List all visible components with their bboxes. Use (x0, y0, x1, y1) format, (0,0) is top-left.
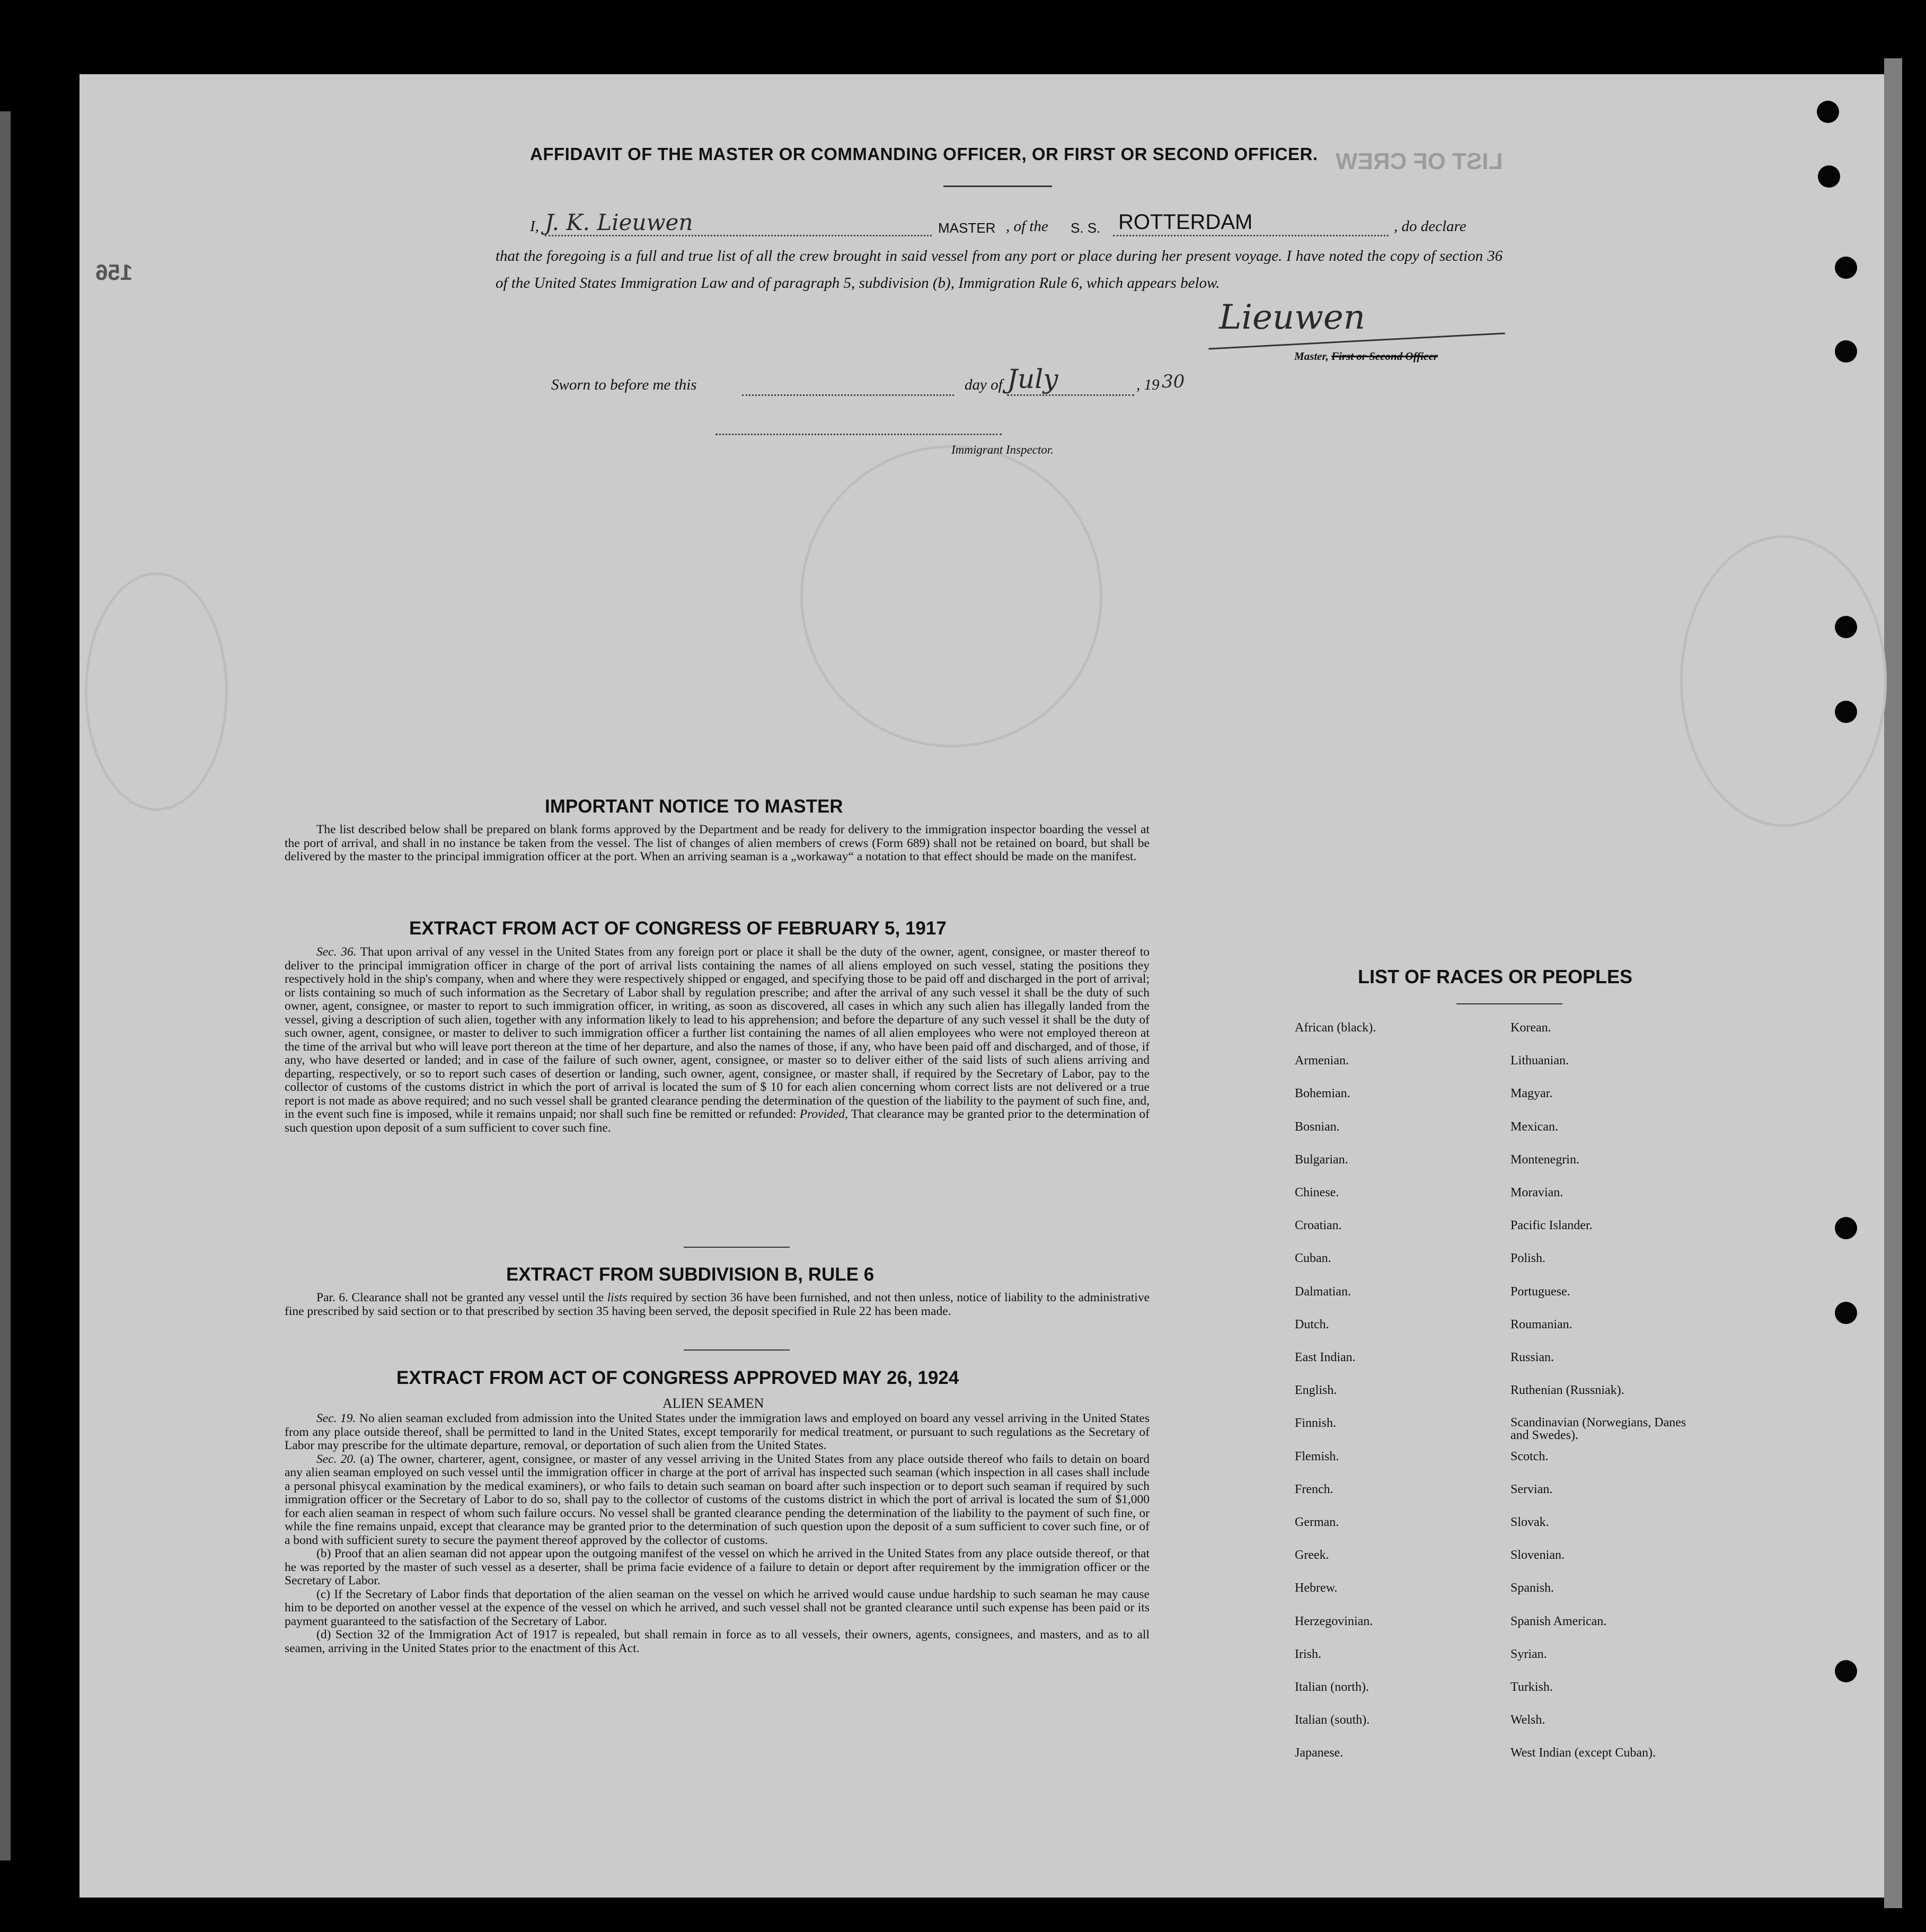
race-item: Pacific Islander. (1510, 1219, 1593, 1233)
race-item: Finnish. (1295, 1416, 1337, 1431)
race-item: Slovak. (1510, 1515, 1549, 1529)
race-item: German. (1295, 1515, 1339, 1529)
binder-hole (1835, 1217, 1857, 1239)
signature-title-master: Master, (1294, 350, 1329, 363)
binder-hole (1835, 257, 1857, 279)
master-name: J. K. Lieuwen (545, 209, 693, 235)
previous-page-edge (0, 111, 11, 1860)
race-item: Portuguese. (1510, 1284, 1570, 1299)
name-blank (545, 235, 932, 236)
divider (684, 1247, 790, 1248)
year-prefix: , 19 (1136, 376, 1160, 393)
binder-hole (1818, 165, 1840, 188)
race-item: Syrian. (1510, 1647, 1547, 1661)
inspector-signature-blank (715, 434, 1002, 435)
vessel-name: ROTTERDAM (1118, 210, 1253, 234)
race-item: Croatian. (1295, 1219, 1342, 1233)
binder-hole (1835, 1302, 1857, 1324)
year-suffix: 30 (1162, 371, 1185, 392)
race-item: Bulgarian. (1295, 1152, 1348, 1167)
day-of: day of (965, 376, 1003, 393)
race-item: Chinese. (1295, 1186, 1339, 1199)
rule6-title: EXTRACT FROM SUBDIVISION B, RULE 6 (506, 1264, 874, 1285)
race-item: Greek. (1295, 1548, 1329, 1563)
race-item: Flemish. (1295, 1449, 1339, 1463)
inspector-label: Immigrant Inspector. (951, 443, 1054, 456)
race-item: Spanish. (1510, 1581, 1554, 1595)
binder-hole (1835, 1660, 1857, 1682)
race-item: Turkish. (1510, 1680, 1553, 1694)
race-item: Japanese. (1295, 1746, 1344, 1760)
race-item: Irish. (1295, 1647, 1321, 1661)
race-item: Bosnian. (1295, 1119, 1340, 1134)
race-item: Russian. (1510, 1351, 1554, 1364)
bleed-through-heading: LIST OF CREW (1336, 148, 1503, 174)
divider (1456, 1003, 1562, 1004)
race-item: Cuban. (1295, 1251, 1331, 1266)
divider (943, 186, 1052, 187)
sworn-month: July (1007, 364, 1058, 394)
line1-prefix: I, (530, 218, 539, 235)
race-item: Servian. (1510, 1482, 1553, 1496)
race-item: Magyar. (1510, 1087, 1553, 1101)
race-item: Korean. (1510, 1021, 1551, 1035)
of-the-label: , of the (1006, 218, 1048, 235)
race-item: Hebrew. (1295, 1581, 1338, 1595)
race-item: Montenegrin. (1510, 1152, 1579, 1167)
signature-title (1294, 350, 1438, 363)
sworn-line (551, 364, 1240, 403)
notice-text: The list described below shall be prepared on blank forms approved by the Department and be ready for delivery to the immigration inspector boarding the vessel at the port of arrival, and shall in no instance be taken from the vessel. The list of changes of alien members of crews (Form 689) shall not be retained on board, but shall be delivered by the master to the principal immigration officer at the port. When an arriving seaman is a „workaway“ a notation to that effect should be made on the manifest. (285, 823, 1150, 863)
race-item: Slovenian. (1510, 1548, 1565, 1563)
month-blank (1007, 394, 1134, 396)
rule6-text: Par. 6. Clearance shall not be granted any vessel until the lists required by section 36 have been furnished, and not then unless, notice of liability to the administrative fine prescribed by said section or to that prescribed by section 35 having been served, the deposit specified in Rule 22 has been made. (285, 1291, 1150, 1318)
extract-1917-text: Sec. 36. That upon arrival of any vessel in the United States from any foreign port or place it shall be the duty of the owner, agent, consignee, or master thereof to deliver to the principal immigration officer in charge of the port of arrival lists containing the names of all aliens employed on such vessel, stating the positions they respectively hold in the ship's company, when and where they were respectively shipped or engaged, and specifying those to be paid off and discharged in the port of arrival; or lists containing so much of such information as the Secretary of Labor shall by regulation prescribe; and after the arrival of any such vessel it shall be the duty of such owner, agent, consignee, or master to report to such immigration officer, in writing, as soon as discovered, all cases in which any such alien has illegally landed from the vessel, giving a description of such alien, together with any information likely to lead to his apprehension; and before the departure of any such vessel it shall be the duty of such owner, agent, consignee, or master to deliver to such immigration officer a further list containing the names of all alien employees who were not employed thereon at the time of the arrival but who will leave port thereon at the time of her departure, and also the names of those, if any, who have been paid off and discharged, and of those, if any, who have deserted or landed; and in case of the failure of such owner, agent, consignee, or master so to deliver either of the said lists of such aliens arriving and departing, respectively, or so to report such cases of desertion or landing, such owner, agent, consignee, or master shall, if required by the Secretary of Labor, pay to the collector of customs of the customs district in which the port of arrival is located the sum of $ 10 for each alien concerning whom correct lists are not delivered or a true report is not made as above required; and no such vessel shall be granted clearance pending the determination of the question of the liability to the payment of such fine, and, in the event such fine is imposed, while it remains unpaid; nor shall such fine be remitted or refunded: Provided, That clearance may be granted prior to the determination of such question upon deposit of a sum sufficient to cover such fine. (285, 945, 1150, 1135)
affidavit-body: that the foregoing is a full and true list of all the crew brought in said vessel from any port or place during her present voyage. I have noted the copy of section 36 of the United States Immigration Law and of paragraph 5, subdivision (b), Immigration Rule 6, which appears below. (496, 248, 1503, 292)
race-item: East Indian. (1295, 1351, 1356, 1364)
binder-hole (1817, 101, 1839, 123)
master-signature: Lieuwen (1219, 298, 1365, 337)
race-item: Welsh. (1510, 1713, 1545, 1727)
sworn-day-blank (742, 394, 954, 396)
do-declare: , do declare (1394, 218, 1466, 235)
page-number-mirrored: 156 (95, 260, 133, 285)
race-item: Mexican. (1510, 1119, 1558, 1134)
race-item: Scotch. (1510, 1449, 1549, 1463)
race-item: Italian (south). (1295, 1713, 1370, 1727)
race-item: Scandinavian (Norwegians, Danes and Swedes). (1510, 1416, 1686, 1443)
race-item: Spanish American. (1510, 1614, 1607, 1628)
race-item: Dutch. (1295, 1317, 1329, 1331)
ss-prefix: S. S. (1071, 220, 1101, 236)
extract-1917-title: EXTRACT FROM ACT OF CONGRESS OF FEBRUARY 5, 1917 (409, 918, 947, 939)
race-item: French. (1295, 1482, 1333, 1496)
race-item: English. (1295, 1383, 1337, 1398)
sworn-text: Sworn to before me this (551, 376, 697, 393)
race-item: Dalmatian. (1295, 1284, 1351, 1299)
affidavit-line1 (530, 209, 1505, 241)
race-item: West Indian (except Cuban). (1510, 1746, 1656, 1760)
sec36-label: Sec. 36. (316, 945, 357, 959)
extract-1924-text: Sec. 19. No alien seaman excluded from admission into the United States under the immigration laws and employed on board any vessel arriving in the United States from any place outside thereof, shall be permitted to land in the United States, except temporarily for medical treatment, or pursuant to such regulations as the Secretary of Labor may prescribe for the ultimate departure, removal, or deportation of such alien from the United States. Sec. 20. (a) The owner, charterer, agent, consignee, or master of any vessel arriving in the United States from any place outside thereof who fails to detain on board any alien seaman employed on such vessel until the immigration officer in charge at the port of arrival has inspected such seaman (which inspection in all cases shall include a personal phisycal examination by the medical examiners), or who fails to detain such seaman on board after such inspection or to deport such seaman if required by such immigration officer or the Secretary of Labor to do so, shall pay to the collector of customs of the customs district in which the port of arrival is located the sum of $1,000 for each alien seaman in respect of whom such failure occurs. No vessel shall be granted clearance pending the determination of the liability to the payment of such fine, or while the fine remains unpaid, except that clearance may be granted prior to the determination of such question upon the deposit of a sum sufficient to cover such fine, or of a bond with sufficient surety to secure the payment thereof approved by the collector of customs. (b) Proof that an alien seaman did not appear upon the outgoing manifest of the vessel on which he arrived in the United States from any place outside thereof, or that he was reported by the master of such vessel as a deserter, shall be prima facie evidence of a failure to detain or deport after requirement by the immigration officer or the Secretary of Labor. (c) If the Secretary of Labor finds that deportation of the alien seaman on the vessel on which he arrived would cause undue hardship to such seaman he may cause him to be deported on another vessel at the expence of the vessel on which he arrived, and such vessel shall not be granted clearance until such expense has been paid or its payment guaranteed to the satisfaction of the Secretary of Labor. (d) Section 32 of the Immigration Act of 1917 is repealed, but shall remain in force as to all vessels, their owners, agents, consignees, and masters, and as to all seamen, arriving in the United States prior to the enactment of this Act. (285, 1411, 1150, 1655)
divider (684, 1349, 790, 1351)
affidavit-title: AFFIDAVIT OF THE MASTER OR COMMANDING OFFICER, OR FIRST OR SECOND OFFICER. (530, 144, 1318, 164)
bleed-through-stamp (1680, 535, 1887, 827)
race-item: Bohemian. (1295, 1087, 1350, 1101)
master-label: MASTER (938, 220, 996, 236)
provided-label: Provided, (799, 1107, 848, 1121)
race-item: Polish. (1510, 1251, 1546, 1266)
vessel-blank (1113, 235, 1389, 236)
race-item: Armenian. (1295, 1054, 1349, 1068)
races-title: LIST OF RACES OR PEOPLES (1358, 966, 1633, 987)
sheet-right-edge (1884, 58, 1902, 1908)
extract-1924-title: EXTRACT FROM ACT OF CONGRESS APPROVED MAY 26, 1924 (396, 1368, 959, 1388)
bleed-through-stamp (800, 445, 1102, 747)
sec19-label: Sec. 19. (316, 1411, 356, 1425)
race-item: Italian (north). (1295, 1680, 1369, 1694)
notice-title: IMPORTANT NOTICE TO MASTER (545, 796, 843, 817)
race-item: African (black). (1295, 1021, 1376, 1035)
race-item: Moravian. (1510, 1186, 1563, 1199)
extract-1924-subtitle: ALIEN SEAMEN (662, 1396, 764, 1411)
sec20-label: Sec. 20. (316, 1452, 357, 1466)
race-item: Lithuanian. (1510, 1054, 1569, 1068)
race-item: Ruthenian (Russniak). (1510, 1383, 1624, 1398)
race-item: Herzegovinian. (1295, 1614, 1373, 1628)
binder-hole (1835, 340, 1857, 363)
bleed-through-stamp (85, 572, 228, 811)
signature-title-struck: First or Second Officer (1331, 350, 1438, 363)
race-item: Roumanian. (1510, 1317, 1572, 1331)
